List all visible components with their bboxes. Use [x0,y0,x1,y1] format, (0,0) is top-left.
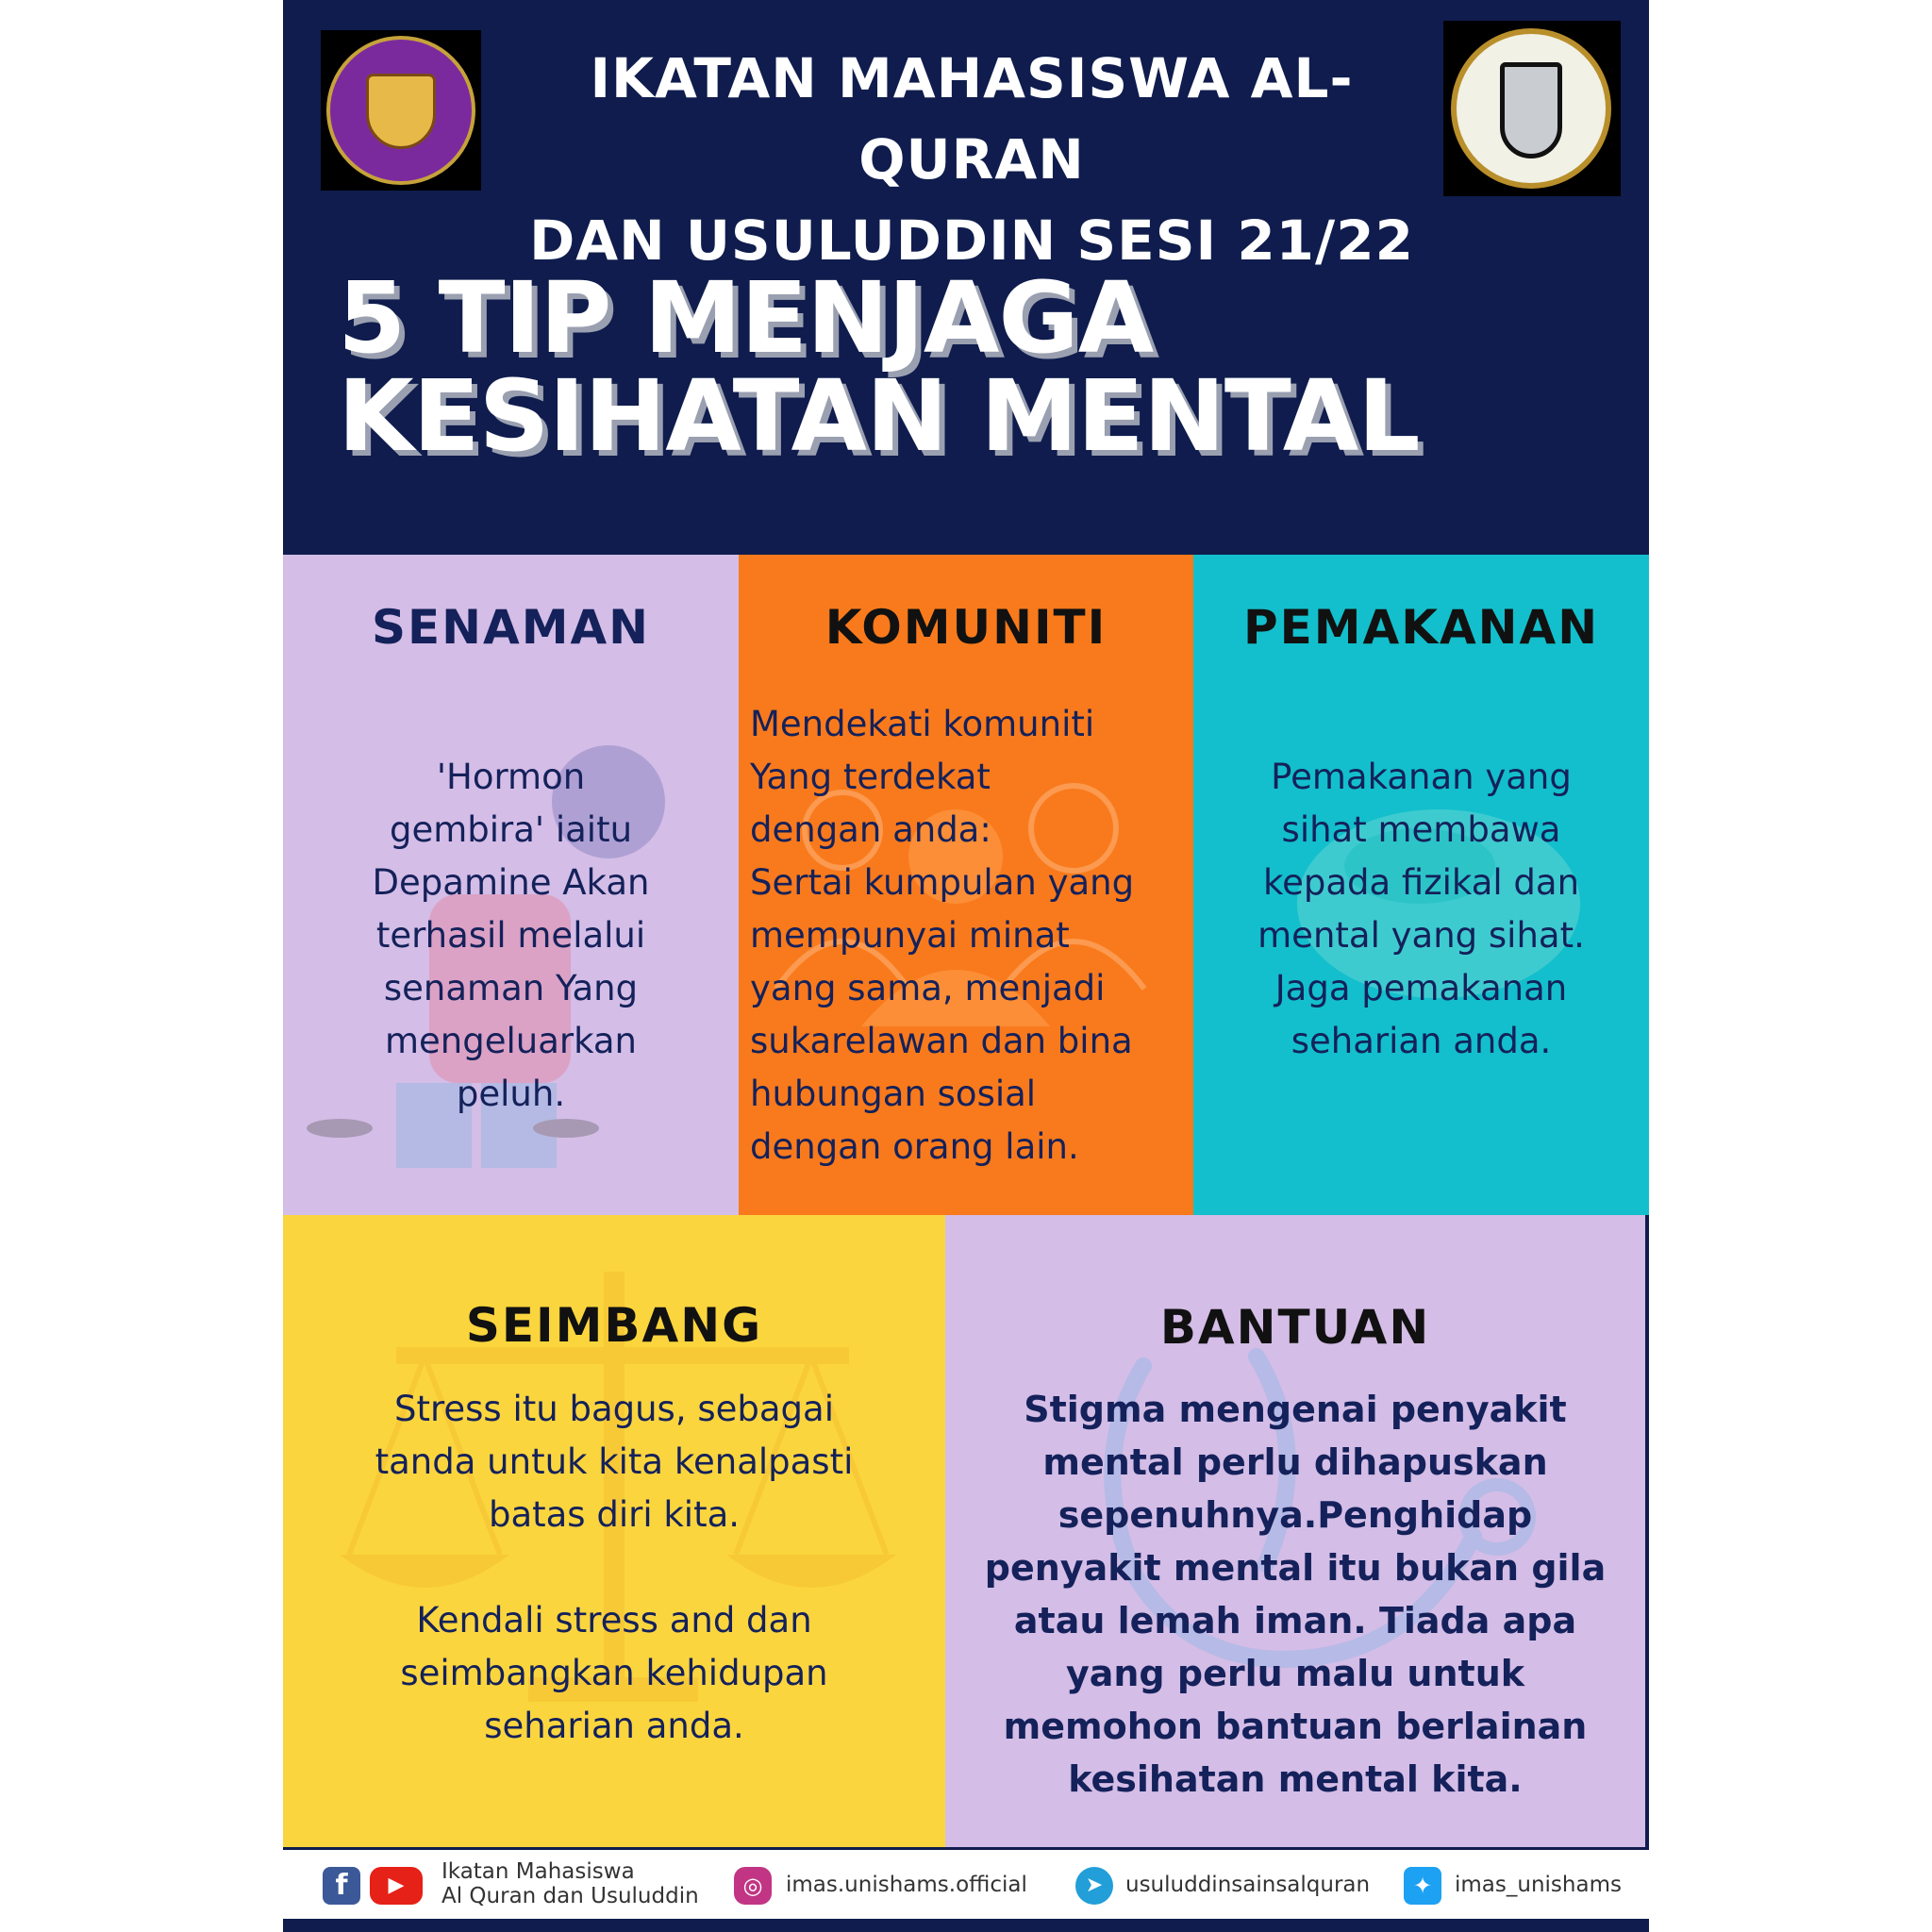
tip-title: PEMAKANAN [1242,600,1600,655]
footer-bottom-bar [283,1919,1649,1932]
tip-title: BANTUAN [1159,1300,1431,1355]
main-title: 5 TIP MENJAGA KESIHATAN MENTAL [338,260,1420,474]
tip-title: SEIMBANG [465,1298,763,1353]
header [283,0,1649,555]
tip-title: KOMUNITI [824,600,1108,655]
telegram-handle[interactable]: usuluddinsainsalquran [1125,1873,1371,1897]
tip-body: Mendekati komuniti Yang terdekat dengan anda: Sertai kumpulan yang mempunyai minat yang sama, menjadi sukarelawan dan bina hubungan sosial dengan orang lain. [750,704,1135,1167]
footer [283,1847,1649,1922]
twitter-icon[interactable]: ✦ [1404,1867,1441,1905]
left-emblem-logo [321,30,481,191]
tip-panel-senaman [283,555,739,1215]
emblem-shield-icon [366,74,436,149]
telegram-icon[interactable]: ➤ [1075,1867,1113,1905]
tip-panel-seimbang [283,1215,945,1847]
tip-body: 'Hormon gembira' iaitu Depamine Akan terhasil melalui senaman Yang mengeluarkan peluh. [372,757,650,1114]
tip-panel-bantuan [945,1215,1645,1847]
youtube-icon[interactable]: ▶ [370,1867,423,1905]
organization-title: IKATAN MAHASISWA AL-QURAN DAN USULUDDIN SESI 21/22 [529,46,1414,273]
tip-body: Stigma mengenai penyakit mental perlu dihapuskan sepenuhnya.Penghidap penyakit mental itu bukan gila atau lemah iman. Tiada apa yang perlu malu untuk memohon bantuan berlainan kesihatan mental kita. [984,1389,1607,1800]
right-emblem-logo [1443,21,1621,196]
border-edge [1645,1215,1649,1847]
emblem-shield-icon [1500,62,1562,158]
facebook-icon[interactable]: f [323,1867,360,1905]
tip-body: Stress itu bagus, sebagai tanda untuk kita kenalpasti batas diri kita. Kendali stress and dan seimbangkan kehidupan seharian anda. [375,1389,854,1746]
tip-panel-komuniti [739,555,1193,1215]
instagram-handle[interactable]: imas.unishams.official [786,1873,1027,1897]
tip-body: Pemakanan yang sihat membawa kepada fizikal dan mental yang sihat. Jaga pemakanan seharian anda. [1257,757,1585,1061]
footer-organization-name[interactable]: Ikatan Mahasiswa Al Quran dan Usuluddin [441,1859,699,1908]
twitter-handle[interactable]: imas_unishams [1455,1873,1622,1897]
poster [283,0,1649,1932]
tip-title: SENAMAN [371,600,650,655]
tip-panel-pemakanan [1193,555,1649,1215]
instagram-icon[interactable]: ◎ [734,1867,772,1905]
